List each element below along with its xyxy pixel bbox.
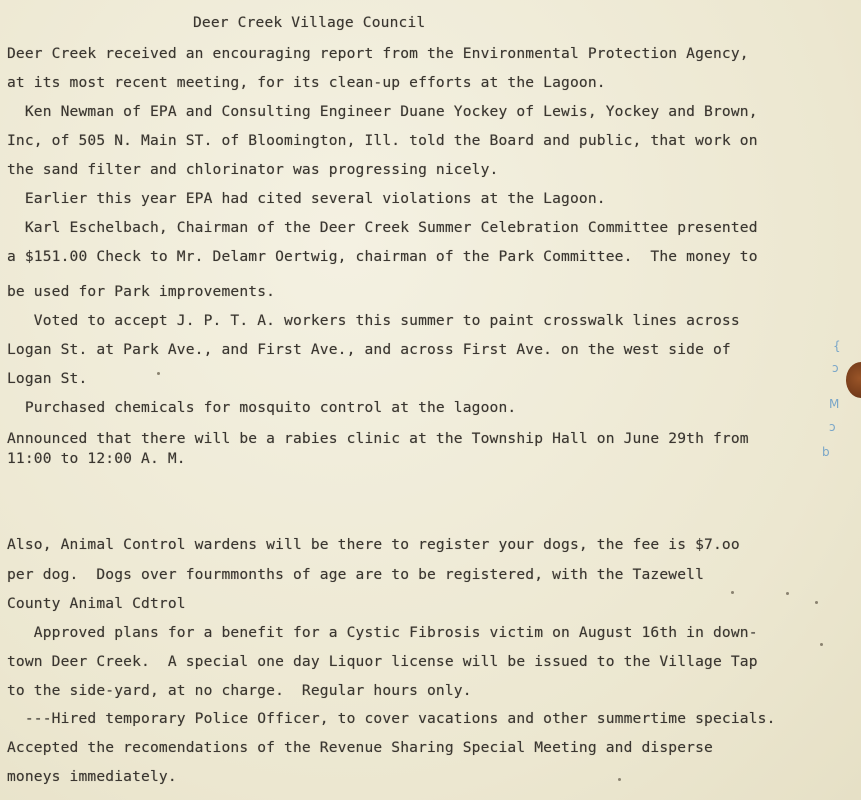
margin-mark: ↄ (829, 420, 836, 434)
paper-speck (731, 591, 734, 594)
text-line: the sand filter and chlorinator was progressing nicely. (7, 161, 499, 178)
paper-speck (157, 372, 160, 375)
text-line: at its most recent meeting, for its clean-up efforts at the Lagoon. (7, 74, 606, 91)
paper-hole (846, 362, 861, 398)
text-line: town Deer Creek. A special one day Liquor license will be issued to the Village Tap (7, 653, 758, 670)
text-line: a $151.00 Check to Mr. Delamr Oertwig, chairman of the Park Committee. The money to (7, 248, 758, 265)
text-line: per dog. Dogs over fourmmonths of age are to be registered, with the Tazewell (7, 566, 705, 583)
text-line: 11:00 to 12:00 A. M. (7, 450, 186, 467)
text-line: Logan St. (7, 370, 88, 387)
margin-mark: M (829, 397, 840, 411)
paper-speck (786, 592, 789, 595)
text-line: Approved plans for a benefit for a Cystic Fibrosis victim on August 16th in down- (7, 624, 758, 641)
text-line: Announced that there will be a rabies clinic at the Township Hall on June 29th from (7, 430, 749, 447)
text-line: Ken Newman of EPA and Consulting Engineer Duane Yockey of Lewis, Yockey and Brown, (7, 103, 758, 120)
text-line: Logan St. at Park Ave., and First Ave., and across First Ave. on the west side of (7, 341, 731, 358)
text-line: Also, Animal Control wardens will be there to register your dogs, the fee is $7.oo (7, 536, 740, 553)
margin-mark: ↄ (832, 361, 839, 375)
text-line: Karl Eschelbach, Chairman of the Deer Creek Summer Celebration Committee presented (7, 219, 758, 236)
text-line: Purchased chemicals for mosquito control at the lagoon. (7, 399, 517, 416)
paper-speck (815, 601, 818, 604)
paper-speck (820, 643, 823, 646)
margin-mark: b (822, 445, 830, 459)
paper-speck (618, 778, 621, 781)
text-line: Inc, of 505 N. Main ST. of Bloomington, Ill. told the Board and public, that work on (7, 132, 758, 149)
document-title: Deer Creek Village Council (193, 14, 426, 31)
text-line: be used for Park improvements. (7, 283, 276, 300)
text-line: Accepted the recomendations of the Revenue Sharing Special Meeting and disperse (7, 739, 713, 756)
text-line: Deer Creek received an encouraging report from the Environmental Protection Agency, (7, 45, 749, 62)
text-line: moneys immediately. (7, 768, 177, 785)
text-line: Earlier this year EPA had cited several violations at the Lagoon. (7, 190, 606, 207)
margin-mark: { (833, 339, 841, 353)
text-line: ---Hired temporary Police Officer, to cover vacations and other summertime specials. (7, 710, 776, 727)
text-line: to the side-yard, at no charge. Regular hours only. (7, 682, 472, 699)
text-line: Voted to accept J. P. T. A. workers this summer to paint crosswalk lines across (7, 312, 740, 329)
text-line: County Animal Cdtrol (7, 595, 186, 612)
